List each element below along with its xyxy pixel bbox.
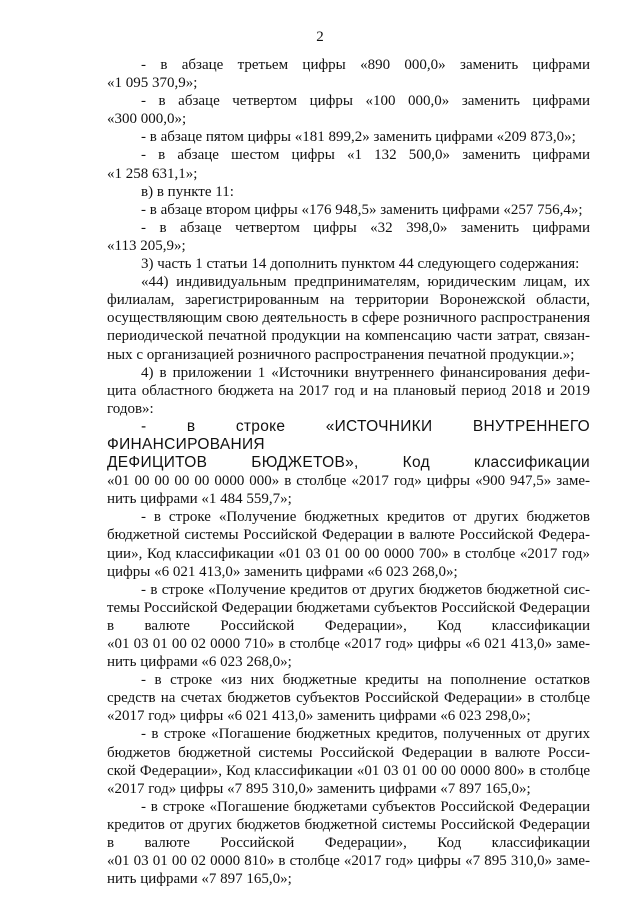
- text-line: осуществляющим свою деятельность в сфере розничного распространения: [107, 310, 590, 327]
- paragraph: [107, 418, 590, 508]
- text-line: цифры «6 021 413,0» заменить цифрами «6 023 268,0»;: [107, 563, 458, 580]
- document-body: [107, 56, 590, 888]
- text-line: «1 095 370,9»;: [107, 75, 198, 92]
- text-line: - в строке «Погашение бюджетами субъектов Российской Федерации: [141, 798, 590, 815]
- text-line: - в абзаце шестом цифры «1 132 500,0» заменить цифрами: [141, 147, 590, 164]
- text-line: «1 258 631,1»;: [107, 165, 198, 182]
- text-line: нить цифрами «7 897 165,0»;: [107, 871, 292, 888]
- paragraph: [107, 255, 590, 273]
- paragraph: [107, 128, 590, 146]
- text-line: годов»:: [107, 400, 154, 417]
- paragraph: [107, 725, 590, 797]
- text-line: ской Федерации», Код классификации «01 03 01 00 00 0000 800» в столбце: [107, 762, 590, 779]
- text-line: «2017 год» цифры «6 021 413,0» заменить цифрами «6 023 298,0»;: [107, 708, 531, 725]
- text-line: «44) индивидуальным предпринимателям, юридическим лицам, их: [141, 274, 590, 291]
- text-line: - в строке «ИСТОЧНИКИ ВНУТРЕННЕГО ФИНАНСИРОВАНИЯ: [107, 417, 590, 453]
- paragraph: [107, 146, 590, 182]
- paragraph: [107, 508, 590, 580]
- text-line: «113 205,9»;: [107, 237, 186, 254]
- text-line: «01 03 01 00 02 0000 710» в столбце «2017 год» цифры «6 021 413,0» заме-: [107, 636, 590, 652]
- text-line: ДЕФИЦИТОВ БЮДЖЕТОВ», Код классификации: [107, 454, 590, 472]
- paragraph: [107, 92, 590, 128]
- text-line: бюджетов бюджетной системы Российской Федерации в валюте Росси-: [107, 744, 590, 761]
- text-line: ных с организацией розничного распространения печатной продукции.»;: [107, 346, 575, 363]
- paragraph: [107, 219, 590, 255]
- paragraph: [107, 581, 590, 671]
- text-line: - в строке «Погашение бюджетных кредитов, полученных от других: [141, 726, 590, 743]
- text-line: «300 000,0»;: [107, 111, 187, 128]
- text-line: 4) в приложении 1 «Источники внутреннего финансирования дефи-: [141, 364, 590, 381]
- paragraph: [107, 273, 590, 363]
- paragraph: [107, 798, 590, 888]
- text-line: периодической печатной продукции на компенсацию части затрат, связан-: [107, 328, 590, 345]
- text-line: нить цифрами «6 023 268,0»;: [107, 654, 292, 671]
- paragraph: [107, 201, 590, 219]
- text-line: «01 00 00 00 00 0000 000» в столбце «2017 год» цифры «900 947,5» заме-: [107, 473, 590, 490]
- text-line: в) в пункте 11:: [141, 183, 234, 200]
- page-number: 2: [316, 29, 324, 45]
- text-line: кредитов от других бюджетов бюджетной системы Российской Федерации: [107, 816, 590, 833]
- text-line: - в строке «из них бюджетные кредиты на пополнение остатков: [141, 672, 590, 689]
- text-line: - в абзаце втором цифры «176 948,5» заменить цифрами «257 756,4»;: [141, 201, 583, 218]
- paragraph: [107, 671, 590, 725]
- paragraph: [107, 364, 590, 418]
- paragraph: [107, 183, 590, 201]
- text-line: темы Российской Федерации бюджетами субъектов Российской Федерации: [107, 599, 590, 616]
- text-line: «01 03 01 00 02 0000 810» в столбце «2017 год» цифры «7 895 310,0» заме-: [107, 853, 590, 870]
- text-line: - в абзаце четвертом цифры «32 398,0» заменить цифрами: [141, 219, 590, 236]
- text-line: ции», Код классификации «01 03 01 00 00 0000 700» в столбце «2017 год»: [107, 545, 590, 562]
- text-line: цита областного бюджета на 2017 год и на плановый период 2018 и 2019: [107, 382, 590, 399]
- text-line: филиалам, зарегистрированным на территории Воронежской области,: [107, 292, 590, 309]
- text-line: - в абзаце четвертом цифры «100 000,0» заменить цифрами: [141, 93, 590, 110]
- text-line: - в абзаце пятом цифры «181 899,2» заменить цифрами «209 873,0»;: [141, 129, 576, 146]
- text-line: 3) часть 1 статьи 14 дополнить пунктом 44 следующего содержания:: [141, 256, 580, 273]
- text-line: - в абзаце третьем цифры «890 000,0» заменить цифрами: [141, 57, 590, 73]
- text-line: - в строке «Получение кредитов от других бюджетов бюджетной сис-: [141, 581, 590, 598]
- text-line: в валюте Российской Федерации», Код классификации: [107, 835, 590, 852]
- text-line: бюджетной системы Российской Федерации в валюте Российской Федера-: [107, 527, 590, 544]
- paragraph: [107, 56, 590, 92]
- text-line: «2017 год» цифры «7 895 310,0» заменить цифрами «7 897 165,0»;: [107, 780, 531, 797]
- text-line: - в строке «Получение бюджетных кредитов от других бюджетов: [141, 509, 590, 526]
- text-line: нить цифрами «1 484 559,7»;: [107, 491, 292, 508]
- text-line: средств на счетах бюджетов субъектов Российской Федерации» в столбце: [107, 690, 590, 707]
- text-line: в валюте Российской Федерации», Код классификации: [107, 617, 590, 634]
